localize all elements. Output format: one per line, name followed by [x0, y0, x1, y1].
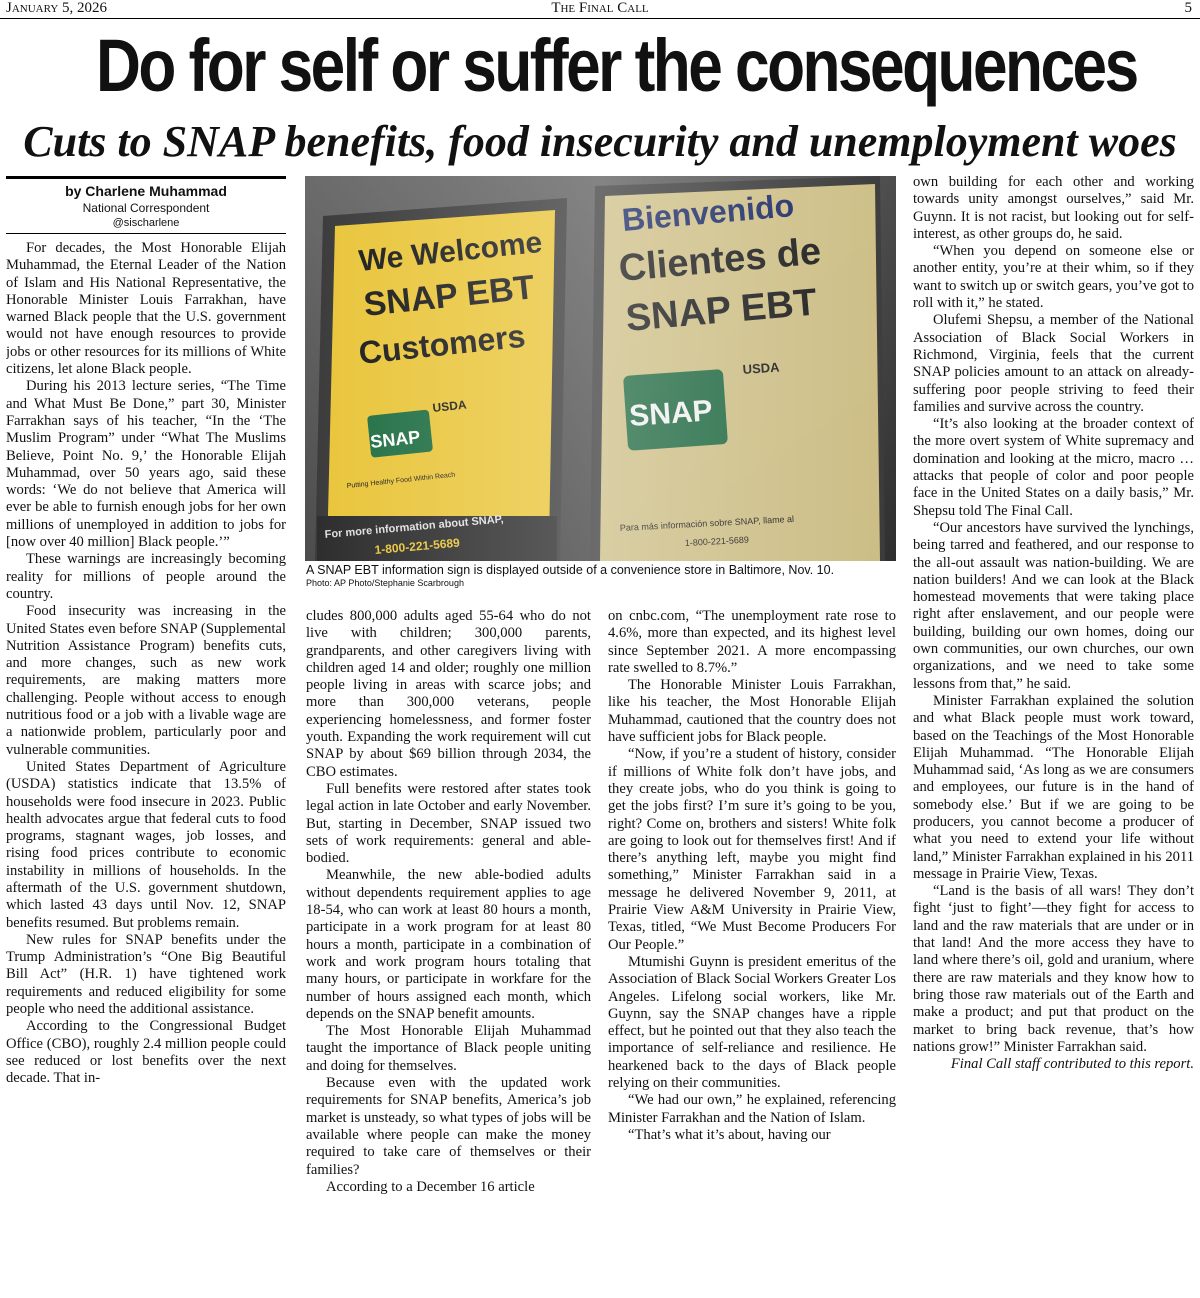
paragraph: on cnbc.com, “The unemployment rate rose to 4.6%, more than expected, and its highest level since September 2021. A more encompassing rate swelled to 8.7%.” — [608, 608, 896, 676]
paper-name: The Final Call — [551, 0, 649, 16]
byline-name: by Charlene Muhammad — [65, 183, 227, 199]
paragraph: Minister Farrakhan explained the solution and what Black people must work toward, based on the Teachings of the Most Honorable Elijah Muhammad. “The Honorable Elijah Muhammad said, ‘As long as we are consumers and employees, our future is in the hand of somebody else.’ But if we are going to be producers, you cannot become a producer of what you need to extend your life without land,” Minister Farrakhan explained in his 2011 message in Prairie View, Texas. — [913, 692, 1194, 882]
paragraph: According to the Congressional Budget Office (CBO), roughly 2.4 million people could see reduced or lost benefits over the next decade. That in- — [6, 1018, 286, 1087]
paragraph: The Honorable Minister Louis Farrakhan, like his teacher, the Most Honorable Elijah Muhammad, cautioned that the country does not have sufficient jobs for Black people. — [608, 677, 896, 746]
paragraph: The Most Honorable Elijah Muhammad taught the importance of Black people uniting and doing for themselves. — [306, 1023, 591, 1074]
paragraph: “Land is the basis of all wars! They don’t fight ‘just to fight’—they fight for access to land and the raw materials that are under or in that land! And the more access they have to land where there’s oil, gold and uranium, where there are raw materials and they know how to bring those raw materials out of the Earth and make a product; and put that product on the market to bring back revenue, that’s how nations grow!” Minister Farrakhan said. — [913, 883, 1194, 1055]
byline-handle: @sischarlene — [112, 217, 180, 229]
issue-date: January 5, 2026 — [6, 0, 108, 16]
paragraph: “It’s also looking at the broader context of the more overt system of White supremacy and domination and looking at the micro, macro … attacks that people of color and poor people face in the United States on a daily basis,” Mr. Shepsu told The Final Call. — [913, 416, 1194, 519]
caption-text: A SNAP EBT information sign is displayed outside of a convenience store in Baltimore, Nov. 10. — [306, 563, 835, 577]
article-photo — [305, 176, 896, 561]
deck: Cuts to SNAP benefits, food insecurity and unemployment woes — [23, 117, 1177, 166]
paragraph: “When you depend on someone else or another entity, you’re at their whim, so if they want to switch up or switch gears, you’ve got to roll with it,” he stated. — [913, 243, 1194, 312]
paragraph: own building for each other and working towards unity amongst ourselves,” said Mr. Guynn. It is not racist, but looking out for self-interest, as other groups do, he said. — [913, 174, 1194, 242]
article-column-2 — [306, 608, 591, 1298]
paragraph: “We had our own,” he explained, referencing Minister Farrakhan and the Nation of Islam. — [608, 1092, 896, 1126]
paragraph: According to a December 16 article — [326, 1178, 535, 1195]
photo-glare — [305, 176, 896, 561]
byline-rule — [6, 233, 286, 234]
masthead — [0, 0, 1200, 19]
byline-title: National Correspondent — [82, 201, 210, 215]
paragraph: United States Department of Agriculture (USDA) statistics indicate that 13.5% of households were food insecure in 2023. Public health advocates argue that federal cuts to food programs, stagnant wages, job losses, and rising food prices contribute to economic instability in millions of households. In the aftermath of the U.S. government shutdown, which lasted 43 days until Nov. 12, SNAP benefits resumed. But problems remain. — [6, 758, 286, 931]
headline: Do for self or suffer the consequences — [96, 24, 1137, 107]
article-column-1 — [6, 240, 286, 1298]
article-column-4 — [913, 174, 1194, 1298]
article-column-3 — [608, 608, 896, 1298]
paragraph: Mtumishi Guynn is president emeritus of the Association of Black Social Workers Greater Los Angeles. Lifelong social workers, like Mr. Guynn, say the SNAP changes have a ripple effect, but he pointed out that they also teach the importance of self-reliance and resilience. He hearkened back to the days of Black people relying on their communities. — [608, 953, 896, 1092]
photo-credit: Photo: AP Photo/Stephanie Scarbrough — [306, 578, 464, 588]
photo-caption — [306, 563, 898, 589]
paragraph: New rules for SNAP benefits under the Trump Administration’s “One Big Beautiful Bill Act” (H.R. 1) have tightened work requirements and reduced eligibility for some people who need the additional assistance. — [6, 931, 286, 1018]
paragraph: “That’s what it’s about, having our — [628, 1126, 831, 1143]
paragraph: Food insecurity was increasing in the United States even before SNAP (Supplemental Nutrition Assistance Program) benefits cuts, and more changes, such as new work requirements, are making matters more challenging. People without access to enough nutritious food or a job with a livable wage are a nationwide problem, particularly poor and vulnerable communities. — [6, 603, 286, 758]
snap-sign-photo — [305, 176, 896, 561]
page-number: 5 — [1184, 0, 1192, 16]
contributor-note: Final Call staff contributed to this report. — [950, 1056, 1194, 1073]
paragraph: Meanwhile, the new able-bodied adults without dependents requirement applies to age 18-54, who can work at least 80 hours a month, participate in a work program for at least 80 hours a month, participate in a combination of work and work program hours totaling that many hours, or participate in workfare for the number of hours assigned each month, which depends on the SNAP benefit amounts. — [306, 867, 591, 1022]
paragraph: Olufemi Shepsu, a member of the National Association of Black Social Workers in Richmond, Virginia, feels that the current SNAP policies amount to an attack on already-suffering poor people striving to feed their families and survive across the country. — [913, 312, 1194, 415]
paragraph: “Now, if you’re a student of history, consider if millions of White folk don’t have jobs, and they create jobs, who do you think is going to get the jobs first? I’m sure it’s going to be you, right? Come on, brothers and sisters! White folk are going to look out for themselves first! And if there’s anything left, maybe you might find something,” Minister Farrakhan said in a message he delivered November 9, 2011, at Prairie View A&M University in Prairie View, Texas, titled, “We Must Become Producers For Our People.” — [608, 746, 896, 953]
paragraph: Because even with the updated work requirements for SNAP benefits, America’s job market is unsteady, so what types of jobs will be available where people can make the money required to take care of themselves or their families? — [306, 1075, 591, 1178]
paragraph: These warnings are increasingly becoming reality for millions of people around the country. — [6, 551, 286, 602]
paragraph: Full benefits were restored after states took legal action in late October and early November. But, starting in December, SNAP issued two sets of work requirements: general and able-bodied. — [306, 780, 591, 867]
byline — [6, 176, 286, 234]
paragraph: “Our ancestors have survived the lynchings, being tarred and feathered, and our response to the all-out assault was nation-building. We are nation builders! And we can look at the Black homestead movements that were taking place right after enslavement, and our people were building, building our own homes, doing our own communities, our own churches, our own organizations, and we need to take some lessons from that,” he said. — [913, 519, 1194, 692]
paragraph: For decades, the Most Honorable Elijah Muhammad, the Eternal Leader of the Nation of Islam and His National Representative, the Honorable Minister Louis Farrakhan, have warned Black people that the U.S. government would not have enough resources to provide jobs or other resources for its millions of White citizens, let alone Black people. — [6, 240, 286, 378]
paragraph: cludes 800,000 adults aged 55-64 who do not live with children; 300,000 parents, grandparents, and other caregivers living with children aged 14 and older; roughly one million people living in areas with scarce jobs; and more than 300,000 veterans, people experiencing homelessness, and former foster youth. Expanding the work requirement will cut SNAP by about $69 billion through 2034, the CBO estimates. — [306, 608, 591, 780]
paragraph: During his 2013 lecture series, “The Time and What Must Be Done,” part 30, Minister Farrakhan says of his teacher, “In the ‘The Muslim Program” under “What The Muslims Believe, Point No. 9,’ the Honorable Elijah Muhammad, over 50 years ago, said these words: ‘We do not believe that America will ever be able to furnish enough jobs for her own millions of unemployed in addition to jobs for [now over 40 million] Black people.’” — [6, 378, 286, 551]
